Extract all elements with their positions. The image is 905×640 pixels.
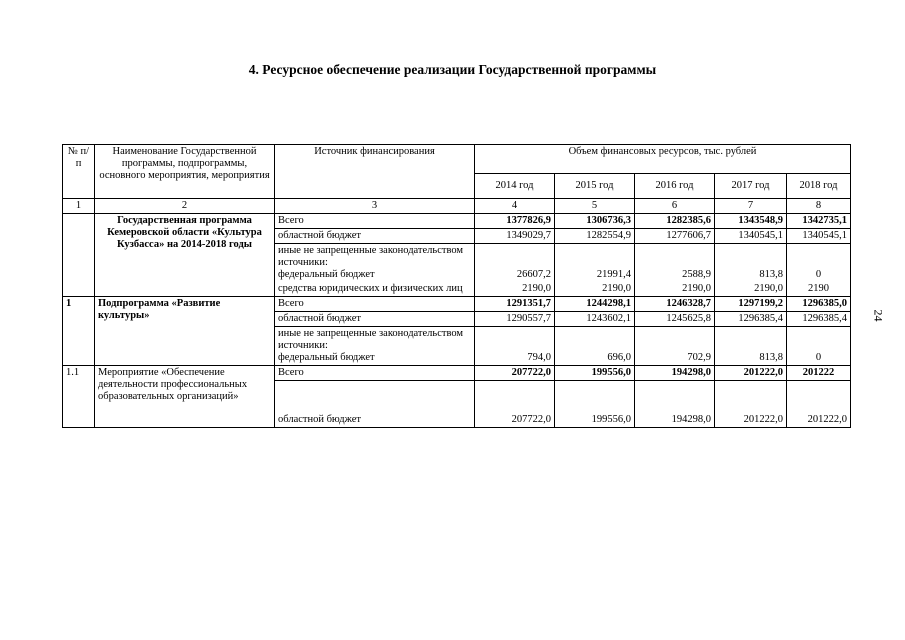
- value-cell: 201222,0: [715, 381, 787, 428]
- row-num: 1: [63, 297, 95, 366]
- source-cell: областной бюджет: [275, 381, 475, 428]
- value-cell: 1377826,9: [475, 214, 555, 229]
- header-source: Источник финансирования: [275, 145, 475, 199]
- source-cell: областной бюджет: [275, 229, 475, 244]
- row-num: 1.1: [63, 366, 95, 428]
- value-cell: 201222,0: [715, 366, 787, 381]
- program-name: Государственная программа Кемеровской области «Культура Кузбасса» на 2014-2018 годы: [95, 214, 275, 297]
- value-cell: 207722,0: [475, 366, 555, 381]
- subprogram-name: Подпрограмма «Развитие культуры»: [95, 297, 275, 366]
- header-year: 2016 год: [635, 174, 715, 199]
- value-cell: 1296385,0: [787, 297, 851, 312]
- value-cell: 2190,0: [555, 282, 635, 297]
- value-cell: 26607,2: [475, 244, 555, 283]
- value-cell: 2190,0: [715, 282, 787, 297]
- value-cell: 199556,0: [555, 381, 635, 428]
- value-cell: 1296385,4: [787, 312, 851, 327]
- header-year: 2017 год: [715, 174, 787, 199]
- value-cell: 1277606,7: [635, 229, 715, 244]
- col-number: 4: [475, 199, 555, 214]
- value-cell: 1282385,6: [635, 214, 715, 229]
- col-number: 8: [787, 199, 851, 214]
- value-cell: 1291351,7: [475, 297, 555, 312]
- value-cell: 1243602,1: [555, 312, 635, 327]
- table-row: [63, 214, 851, 229]
- table-row: [63, 297, 851, 312]
- value-cell: 702,9: [635, 327, 715, 366]
- header-num: № п/п: [63, 145, 95, 199]
- value-cell: 207722,0: [475, 381, 555, 428]
- value-cell: 2190: [787, 282, 851, 297]
- source-cell: Всего: [275, 297, 475, 312]
- col-number: 5: [555, 199, 635, 214]
- value-cell: 2190,0: [635, 282, 715, 297]
- value-cell: 1340545,1: [787, 229, 851, 244]
- source-line: иные не запрещенные законодательством источники:: [278, 328, 464, 351]
- value-cell: 201222,0: [787, 381, 851, 428]
- source-cell: [275, 327, 475, 366]
- value-cell: 1290557,7: [475, 312, 555, 327]
- table-row: [63, 366, 851, 381]
- source-cell: средства юридических и физических лиц: [275, 282, 475, 297]
- header-year: 2018 год: [787, 174, 851, 199]
- value-cell: 1297199,2: [715, 297, 787, 312]
- value-cell: 1340545,1: [715, 229, 787, 244]
- value-cell: 1246328,7: [635, 297, 715, 312]
- page-title: 4. Ресурсное обеспечение реализации Государственной программы: [248, 62, 657, 77]
- col-number: 2: [95, 199, 275, 214]
- source-cell: Всего: [275, 214, 475, 229]
- source-cell: Всего: [275, 366, 475, 381]
- value-cell: 1282554,9: [555, 229, 635, 244]
- value-cell: 1343548,9: [715, 214, 787, 229]
- value-cell: 199556,0: [555, 366, 635, 381]
- source-line: иные не запрещенные законодательством источники:: [278, 245, 464, 268]
- source-cell: [275, 244, 475, 283]
- source-line: федеральный бюджет: [278, 352, 375, 363]
- header-year: 2015 год: [555, 174, 635, 199]
- value-cell: 201222: [787, 366, 851, 381]
- source-cell: областной бюджет: [275, 312, 475, 327]
- value-cell: 0: [787, 244, 851, 283]
- value-cell: 813,8: [715, 327, 787, 366]
- value-cell: 1306736,3: [555, 214, 635, 229]
- header-year: 2014 год: [475, 174, 555, 199]
- col-number: 1: [63, 199, 95, 214]
- resource-table: [62, 144, 851, 428]
- value-cell: 2588,9: [635, 244, 715, 283]
- value-cell: 1245625,8: [635, 312, 715, 327]
- value-cell: 696,0: [555, 327, 635, 366]
- source-line: федеральный бюджет: [278, 269, 375, 280]
- value-cell: 813,8: [715, 244, 787, 283]
- value-cell: 1296385,4: [715, 312, 787, 327]
- value-cell: 194298,0: [635, 381, 715, 428]
- column-number-row: [63, 199, 851, 214]
- measure-name: Мероприятие «Обеспечение деятельности профессиональных образовательных организаций»: [95, 366, 275, 428]
- header-name: Наименование Государственной программы, подпрограммы, основного мероприятия, мероприятия: [95, 145, 275, 199]
- value-cell: 0: [787, 327, 851, 366]
- row-num: [63, 214, 95, 297]
- value-cell: 21991,4: [555, 244, 635, 283]
- value-cell: 1349029,7: [475, 229, 555, 244]
- col-number: 3: [275, 199, 475, 214]
- header-row: [63, 145, 851, 174]
- col-number: 7: [715, 199, 787, 214]
- value-cell: 2190,0: [475, 282, 555, 297]
- header-volume: Объем финансовых ресурсов, тыс. рублей: [475, 145, 851, 174]
- col-number: 6: [635, 199, 715, 214]
- value-cell: 794,0: [475, 327, 555, 366]
- value-cell: 1342735,1: [787, 214, 851, 229]
- page-number: 24: [871, 309, 886, 322]
- value-cell: 1244298,1: [555, 297, 635, 312]
- value-cell: 194298,0: [635, 366, 715, 381]
